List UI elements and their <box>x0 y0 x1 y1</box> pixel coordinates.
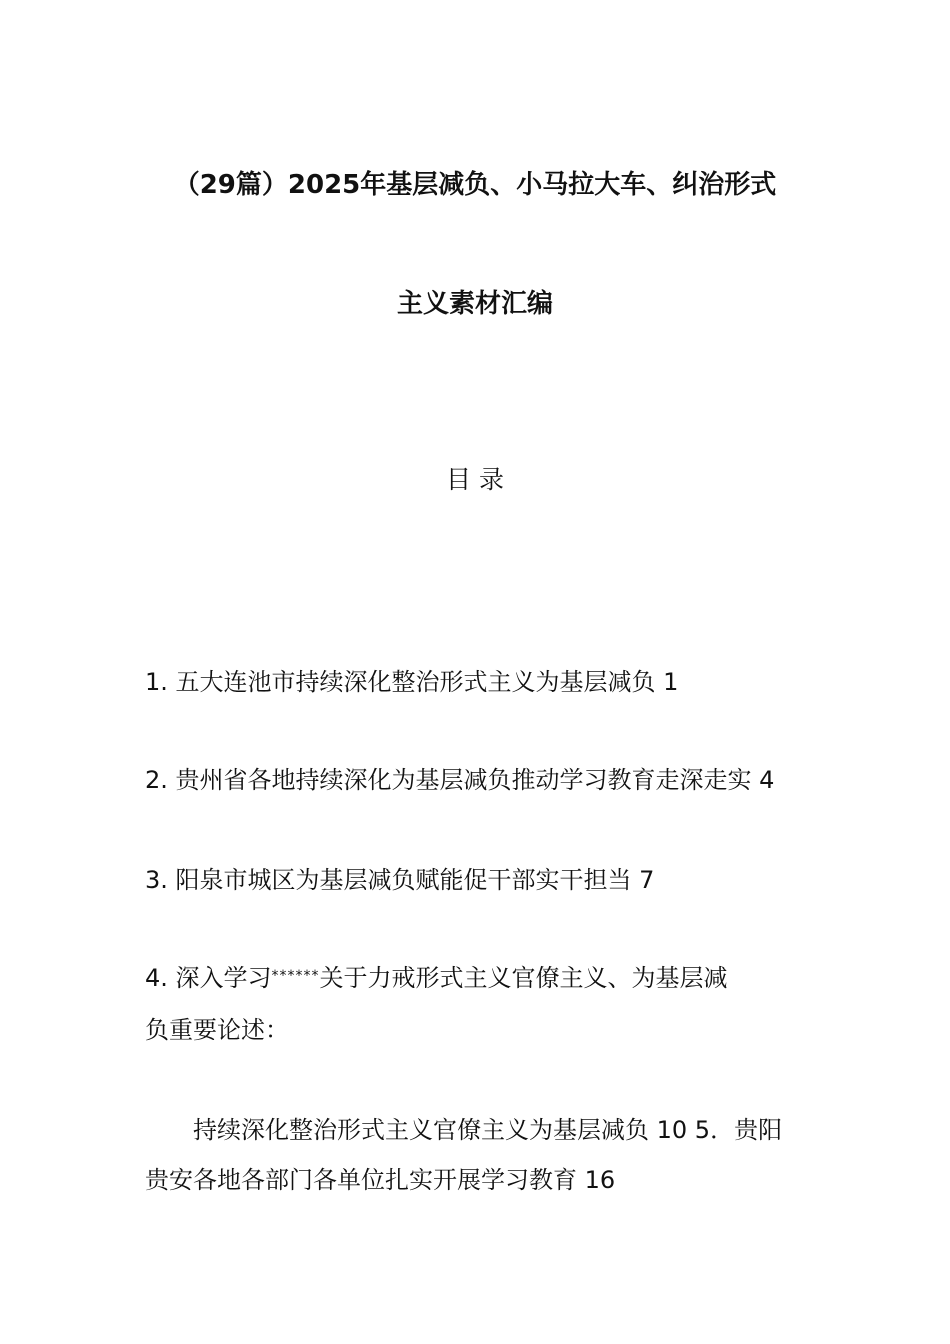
toc-item-4-prefix: 4. 深入学习 <box>145 964 272 992</box>
toc-item-2: 2. 贵州省各地持续深化为基层减负推动学习教育走深走实 4 <box>145 766 775 794</box>
toc-item-1: 1. 五大连池市持续深化整治形式主义为基层减负 1 <box>145 668 679 696</box>
paragraph-line2: 贵安各地各部门各单位扎实开展学习教育 16 <box>145 1166 616 1194</box>
toc-item-4 <box>145 958 728 993</box>
document-title-line1: （29篇）2025年基层减负、小马拉大车、纠治形式 <box>173 170 777 200</box>
toc-item-3: 3. 阳泉市城区为基层减负赋能促干部实干担当 7 <box>145 866 655 894</box>
paragraph-line1: 持续深化整治形式主义官僚主义为基层减负 10 5．贵阳 <box>193 1116 783 1144</box>
toc-heading: 目 录 <box>446 465 504 494</box>
redacted-stars: ****** <box>271 968 320 984</box>
toc-item-4-suffix: 关于力戒形式主义官僚主义、为基层减 <box>319 964 728 992</box>
toc-item-4-line2: 负重要论述： <box>145 1016 289 1044</box>
document-title-line2: 主义素材汇编 <box>396 289 553 319</box>
